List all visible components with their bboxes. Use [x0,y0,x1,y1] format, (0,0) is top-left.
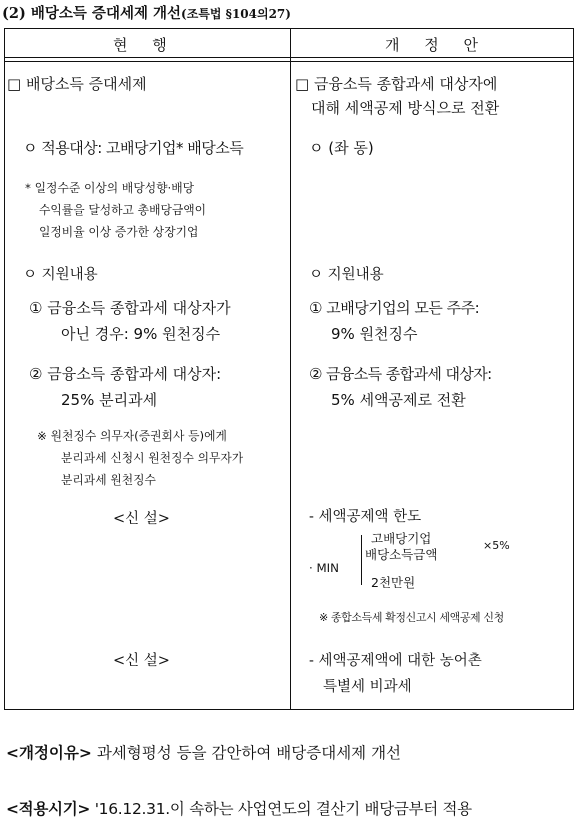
header-current: 현 행 [113,36,177,54]
right-item2-line1: ② 금융소득 종합과세 대상자: [309,365,492,383]
reason-text: 과세형평성 등을 감안하여 배당증대세제 개선 [96,744,402,762]
comparison-table [4,28,574,710]
right-item1-line1: ① 고배당기업의 모든 주주: [309,299,480,317]
section-title-text: (2) 배당소득 증대세제 개선 [2,5,182,22]
left-item1-line2: 아닌 경우: 9% 원천징수 [61,325,221,343]
left-target: ㅇ 적용대상: 고배당기업* 배당소득 [23,139,244,157]
min-option1-line1: 고배당기업 [371,531,432,546]
left-new-2: <신 설> [113,653,170,669]
right-heading-line1: □ 금융소득 종합과세 대상자에 [295,75,498,93]
left-target-note-3: 일정비율 이상 증가한 상장기업 [39,225,199,239]
right-exempt-line2: 특별세 비과세 [323,679,412,695]
apply-text: '16.12.31.이 속하는 사업연도의 결산기 배당금부터 적용 [94,800,472,818]
min-label: · MIN [309,561,339,575]
column-divider [290,29,291,709]
min-option1-factor: ×5% [483,539,510,552]
left-item2-line1: ② 금융소득 종합과세 대상자: [29,365,222,383]
min-bracket [361,535,362,585]
left-new-1: <신 설> [113,511,170,527]
left-support-title: ㅇ 지원내용 [23,267,98,283]
section-title [2,2,291,23]
left-target-note-2: 수익률을 달성하고 총배당금액이 [39,203,207,217]
left-note-3: 분리과세 원천징수 [61,473,156,487]
min-option1-line2: 배당소득금액 [365,547,438,562]
right-limit-title: - 세액공제액 한도 [309,509,422,525]
right-item1-line2: 9% 원천징수 [331,325,418,343]
apply-label: <적용시기> [6,800,91,818]
left-note-2: 분리과세 신청시 원천징수 의무자가 [61,451,244,465]
right-exempt-line1: - 세액공제액에 대한 농어촌 [309,653,482,669]
right-target: ㅇ (좌 동) [309,139,374,157]
min-option2: 2천만원 [371,575,416,590]
left-target-note-1: * 일정수준 이상의 배당성향·배당 [25,181,195,195]
reason-label: <개정이유> [6,744,92,762]
left-item1-line1: ① 금융소득 종합과세 대상자가 [29,299,231,317]
header-proposed: 개 정 안 [385,36,489,54]
left-heading: □ 배당소득 증대세제 [7,75,147,93]
table-header [5,29,573,58]
right-heading-line2: 대해 세액공제 방식으로 전환 [311,99,500,117]
revision-reason [6,741,401,763]
right-limit-note: ※ 종합소득세 확정신고시 세액공제 신청 [319,611,504,624]
right-support-title: ㅇ 지원내용 [309,267,384,283]
left-item2-line2: 25% 분리과세 [61,391,158,409]
right-item2-line2: 5% 세액공제로 전환 [331,391,466,409]
application-period [6,797,472,819]
section-title-ref: (조특법 §104의27) [181,7,291,21]
left-note-1: ※ 원천징수 의무자(증권회사 등)에게 [37,429,227,443]
